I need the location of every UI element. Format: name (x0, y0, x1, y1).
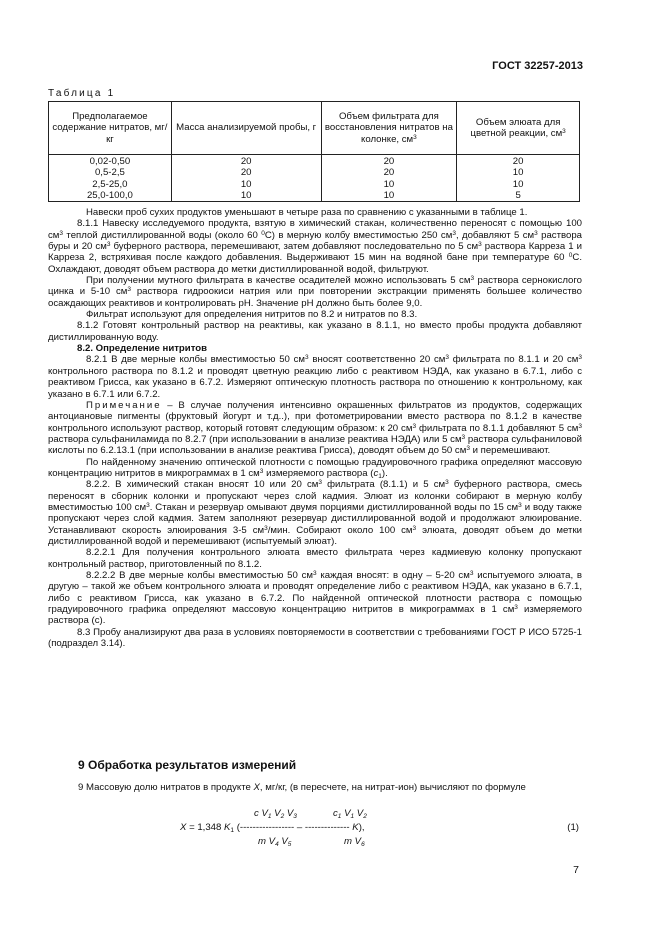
note-paragraph: Примечание – В случае получения интенсивно окрашенных фильтратов из продуктов, содержащих антоциановые пигменты (фруктовый йогурт и т.д..), при фотометрировании вместо раствора по 8.1.2 в качестве контрольного используют раствор, который готовят следующим образом: к 20 $см^3$ фильтрата по 8.1.1 добавляют 5 $см^3$ раствора сульфаниламида по 8.2.7 (при использовании в анализе реактива НЭДА) или 5 $см^3$ раствора сульфаниловой кислоты по 6.2.13.1 (при использовании в анализе реактива Грисса), доводят объем до 50 $см^3$ и перемешивают. (48, 399, 583, 457)
table-row (49, 179, 580, 190)
table-row (49, 155, 580, 168)
col-header-eluate-volume: Объем элюата для цветной реакции, $см^3$ (457, 102, 580, 155)
standard-code: ГОСТ 32257-2013 (492, 60, 583, 72)
table-cell: 10 (457, 167, 580, 178)
paragraph-8-2-2: 8.2.2. В химический стакан вносят 10 или 20 $см^3$ фильтрата (8.1.1) и 5 $см^3$ буферного раствора, смесь переносят в сборник колонки и пропускают через слой кадмия. Элюат из колонки собирают в мерную колбу вместимостью 100 $см^3$. Стакан и резервуар омывают двумя порциями дистиллированной воды по 15 $см^3$ и воду также пропускают через слой кадмия. Затем заполняют резервуар дистиллированной водой и продолжают элюирование. Устанавливают скорость элюирования 3-5 $см^3$/мин. Собирают около 100 $см^3$ элюата, доводят объем до метки дистиллированной водой и перемешивают (испытуемый элюат). (48, 479, 583, 547)
paragraph-8-2-2-1: 8.2.2.1 Для получения контрольного элюата вместо фильтрата через кадмиевую колонку пропускают контрольный раствор, приготовленный по 8.1.2. (48, 547, 582, 570)
section-9-title: 9 Обработка результатов измерений (78, 758, 297, 772)
table-cell: 20 (321, 155, 457, 168)
table-cell: 10 (321, 179, 457, 190)
formula-denominator-1: m $V_4$ $V_5$ (258, 836, 292, 848)
table-1 (48, 101, 580, 202)
table-cell: 0,5-2,5 (49, 167, 172, 178)
table-cell: 25,0-100,0 (49, 190, 172, 202)
paragraph-calibration: По найденному значению оптической плотности с помощью градуировочного графика определяют массовую концентрацию нитритов в микрограммах в 1 $см^3$ измеряемого раствора $(c_1)$. (48, 456, 582, 480)
col-header-filtrate-volume: Объем фильтрата для восстановления нитратов на колонке, $см^3$ (321, 102, 457, 155)
col-header-sample-mass: Масса анализируемой пробы, г (171, 102, 321, 155)
table-cell: 20 (171, 155, 321, 168)
equation-number: (1) (567, 822, 579, 833)
formula-denominator-2: m $V_6$ (344, 836, 365, 848)
paragraph-8-1-1: 8.1.1 Навеску исследуемого продукта, взятую в химический стакан, количественно переносят с помощью 100 $см^3$ теплой дистиллированной воды (около 60 $^0$С) в мерную колбу вместимостью 250 $см^3$, добавляют 5 $см^3$ раствора буры и 20 $см^3$ буферного раствора, перемешивают, затем добавляют последовательно по 5 $см^3$ раствора Карреза 1 и Карреза 2, встряхивая после каждого добавления. Выдерживают 15 мин на водяной бане при температуре 60 $^0$С. Охлаждают, доводят объем раствора до метки дистиллированной водой, фильтруют. (48, 218, 582, 275)
heading-8-2: 8.2. Определение нитритов (77, 343, 208, 355)
page-number: 7 (573, 864, 579, 876)
formula-main-line: X = 1,348 $K_1$ (----------------- – -------------- K), (180, 822, 365, 834)
paragraph-dry-samples: Навески проб сухих продуктов уменьшают в четыре раза по сравнению с указанными в таблице 1. (86, 207, 528, 218)
table-caption: Таблица 1 (48, 88, 116, 99)
table-cell: 20 (321, 167, 457, 178)
table-cell: 0,02-0,50 (49, 155, 172, 168)
paragraph-8-3: 8.3 Пробу анализируют два раза в условиях повторяемости в соответствии с требованиями ГОСТ Р ИСО 5725-1 (подраздел 3.14). (48, 626, 582, 650)
table-row (49, 167, 580, 178)
table-row (49, 190, 580, 202)
table-cell: 10 (171, 190, 321, 202)
table-cell: 10 (321, 190, 457, 202)
table-cell: 10 (457, 179, 580, 190)
table-header-row (49, 102, 580, 155)
table-cell: 5 (457, 190, 580, 202)
paragraph-filtrate-use: Фильтрат используют для определения нитритов по 8.2 и нитратов по 8.3. (86, 309, 418, 321)
col-header-nitrate-content: Предполагаемое содержание нитратов, мг/кг (49, 102, 172, 155)
table-cell: 10 (171, 179, 321, 190)
formula-numerator-1: c $V_1$ $V_2$ $V_3$ (254, 808, 297, 820)
paragraph-8-2-2-2: 8.2.2.2 В две мерные колбы вместимостью 50 $см^3$ каждая вносят: в одну – 5-20 $см^3$ испытуемого элюата, в другую – такой же объем контрольного элюата и проводят определение либо с реактивом НЭДА, как указано в 6.7.1, либо с реактивом Грисса, как указано в 6.7.2. По найденной оптической плотности раствора с помощью градуировочного графика определяют массовую концентрацию нитритов в микрограммах в 1 $см^3$ измеряемого раствора (c). (48, 570, 583, 627)
paragraph-8-1-2: 8.1.2 Готовят контрольный раствор на реактивы, как указано в 8.1.1, но вместо пробы продукта добавляют дистиллированную воду. (48, 320, 582, 343)
paragraph-turbid-filtrate: При получении мутного фильтрата в качестве осадителей можно использовать 5 $см^3$ раствора сернокислого цинка и 5-10 $см^3$ раствора гидроокиси натрия или при повторении экстракции применять большее количество осаждающих реактивов и контролировать pH. Значение pH должно быть более 9,0. (48, 275, 583, 309)
table-cell: 20 (171, 167, 321, 178)
table-cell: 2,5-25,0 (49, 179, 172, 190)
formula-numerator-2: $c_1$ $V_1$ $V_2$ (333, 808, 367, 820)
paragraph-8-2-1: 8.2.1 В две мерные колбы вместимостью 50 $см^3$ вносят соответственно 20 $см^3$ фильтрата по 8.1.1 и 20 $см^3$ контрольного раствора по 8.1.2 и проводят цветную реакцию либо с реактивом НЭДА, как указано в 6.7.1, либо с реактивом Грисса, как указано в 6.7.2. Измеряют оптическую плотность раствора по отношению к контрольному, как указано в 6.7.1 или 6.7.2. (48, 354, 582, 400)
paragraph-9: 9 Массовую долю нитратов в продукте X, мг/кг, (в пересчете, на нитрат-ион) вычисляют по формуле (78, 782, 526, 793)
table-cell: 20 (457, 155, 580, 168)
body-text (48, 207, 582, 649)
